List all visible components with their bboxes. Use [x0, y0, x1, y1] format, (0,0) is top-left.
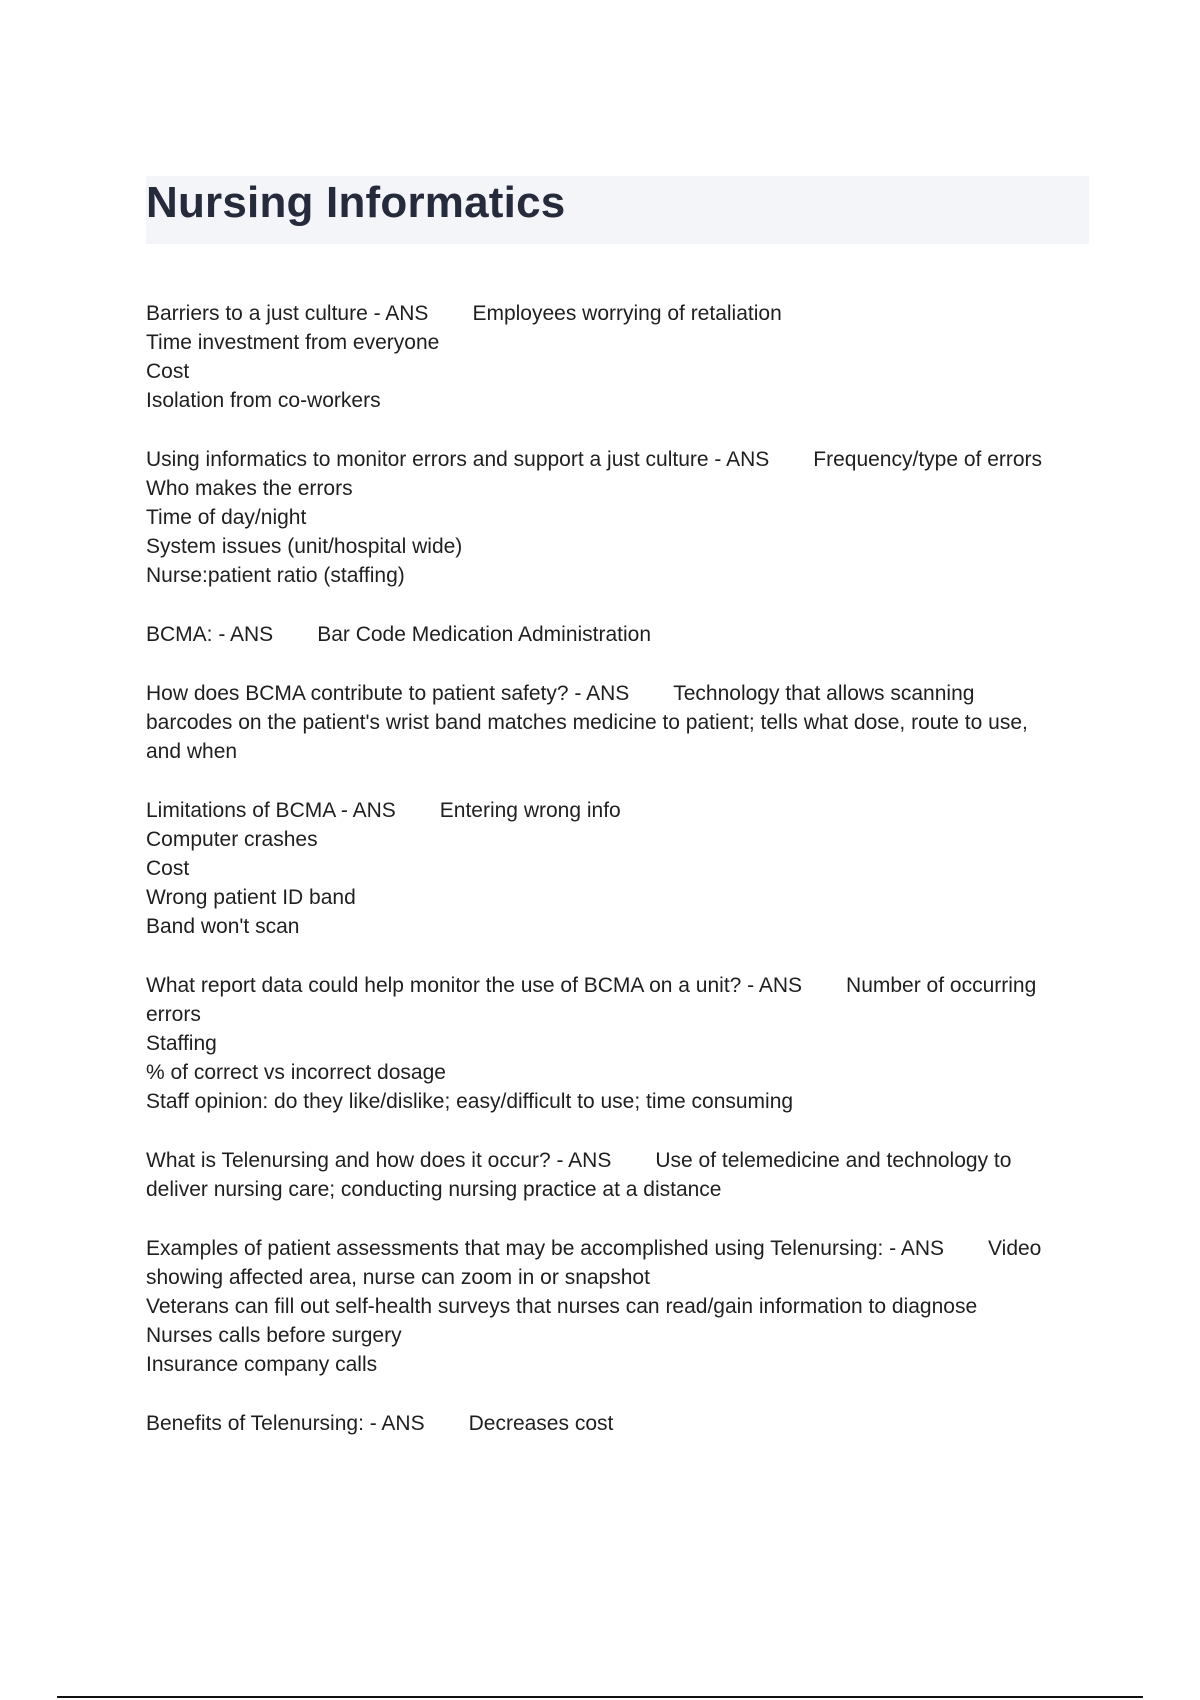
answer-line: Insurance company calls [146, 1353, 378, 1376]
answer-line: errors [146, 1003, 201, 1026]
answer-text: Bar Code Medication Administration [317, 623, 652, 646]
answer-text: Decreases cost [468, 1412, 614, 1435]
qa-first-line [146, 796, 1091, 825]
answer-line: and when [146, 740, 238, 763]
answer-line: Nurses calls before surgery [146, 1324, 402, 1347]
answer-text: Entering wrong info [439, 799, 621, 822]
answer-line: Time of day/night [146, 506, 307, 529]
qa-item [146, 971, 1091, 1116]
qa-item [146, 620, 1091, 649]
document-title: Nursing Informatics [146, 178, 566, 227]
question-text: Examples of patient assessments that may be accomplished using Telenursing: - ANS [146, 1237, 945, 1260]
answer-line: Who makes the errors [146, 477, 353, 500]
answer-line: % of correct vs incorrect dosage [146, 1061, 446, 1084]
answer-line: System issues (unit/hospital wide) [146, 535, 463, 558]
question-text: How does BCMA contribute to patient safety? - ANS [146, 682, 630, 705]
answer-line: Isolation from co-workers [146, 389, 381, 412]
answer-line: Cost [146, 360, 190, 383]
qa-first-line [146, 445, 1091, 474]
qa-item [146, 299, 1091, 415]
answer-text: Frequency/type of errors [813, 448, 1043, 471]
answer-line: Cost [146, 857, 190, 880]
question-text: What report data could help monitor the use of BCMA on a unit? - ANS [146, 974, 803, 997]
answer-line: Band won't scan [146, 915, 300, 938]
bottom-rule [57, 1696, 1143, 1698]
qa-item [146, 679, 1091, 766]
question-text: Benefits of Telenursing: - ANS [146, 1412, 425, 1435]
question-text: Limitations of BCMA - ANS [146, 799, 396, 822]
answer-line: Staffing [146, 1032, 217, 1055]
qa-first-line [146, 1234, 1091, 1263]
answer-line: barcodes on the patient's wrist band matches medicine to patient; tells what dose, route to use, [146, 711, 1028, 734]
qa-first-line [146, 971, 1091, 1000]
qa-first-line [146, 1146, 1091, 1175]
answer-text: Use of telemedicine and technology to [655, 1149, 1012, 1172]
answer-text: Number of occurring [846, 974, 1037, 997]
answer-line: Computer crashes [146, 828, 318, 851]
answer-line: Nurse:patient ratio (staffing) [146, 564, 405, 587]
answer-text: Employees worrying of retaliation [472, 302, 782, 325]
question-text: Barriers to a just culture - ANS [146, 302, 429, 325]
answer-line: Time investment from everyone [146, 331, 440, 354]
qa-item [146, 1234, 1091, 1379]
qa-item [146, 1409, 1091, 1438]
qa-first-line [146, 620, 1091, 649]
answer-text: Technology that allows scanning [673, 682, 975, 705]
qa-item [146, 1146, 1091, 1204]
qa-item [146, 796, 1091, 941]
answer-line: Wrong patient ID band [146, 886, 356, 909]
answer-line: showing affected area, nurse can zoom in or snapshot [146, 1266, 650, 1289]
document-body [146, 299, 1091, 1468]
question-text: Using informatics to monitor errors and support a just culture - ANS [146, 448, 770, 471]
question-text: What is Telenursing and how does it occur? - ANS [146, 1149, 612, 1172]
answer-text: Video [988, 1237, 1042, 1260]
question-text: BCMA: - ANS [146, 623, 274, 646]
title-band [146, 176, 1089, 244]
answer-line: deliver nursing care; conducting nursing practice at a distance [146, 1178, 722, 1201]
answer-line: Staff opinion: do they like/dislike; easy/difficult to use; time consuming [146, 1090, 794, 1113]
qa-first-line [146, 1409, 1091, 1438]
qa-first-line [146, 299, 1091, 328]
answer-line: Veterans can fill out self-health surveys that nurses can read/gain information to diagnose [146, 1295, 978, 1318]
qa-first-line [146, 679, 1091, 708]
qa-item [146, 445, 1091, 590]
